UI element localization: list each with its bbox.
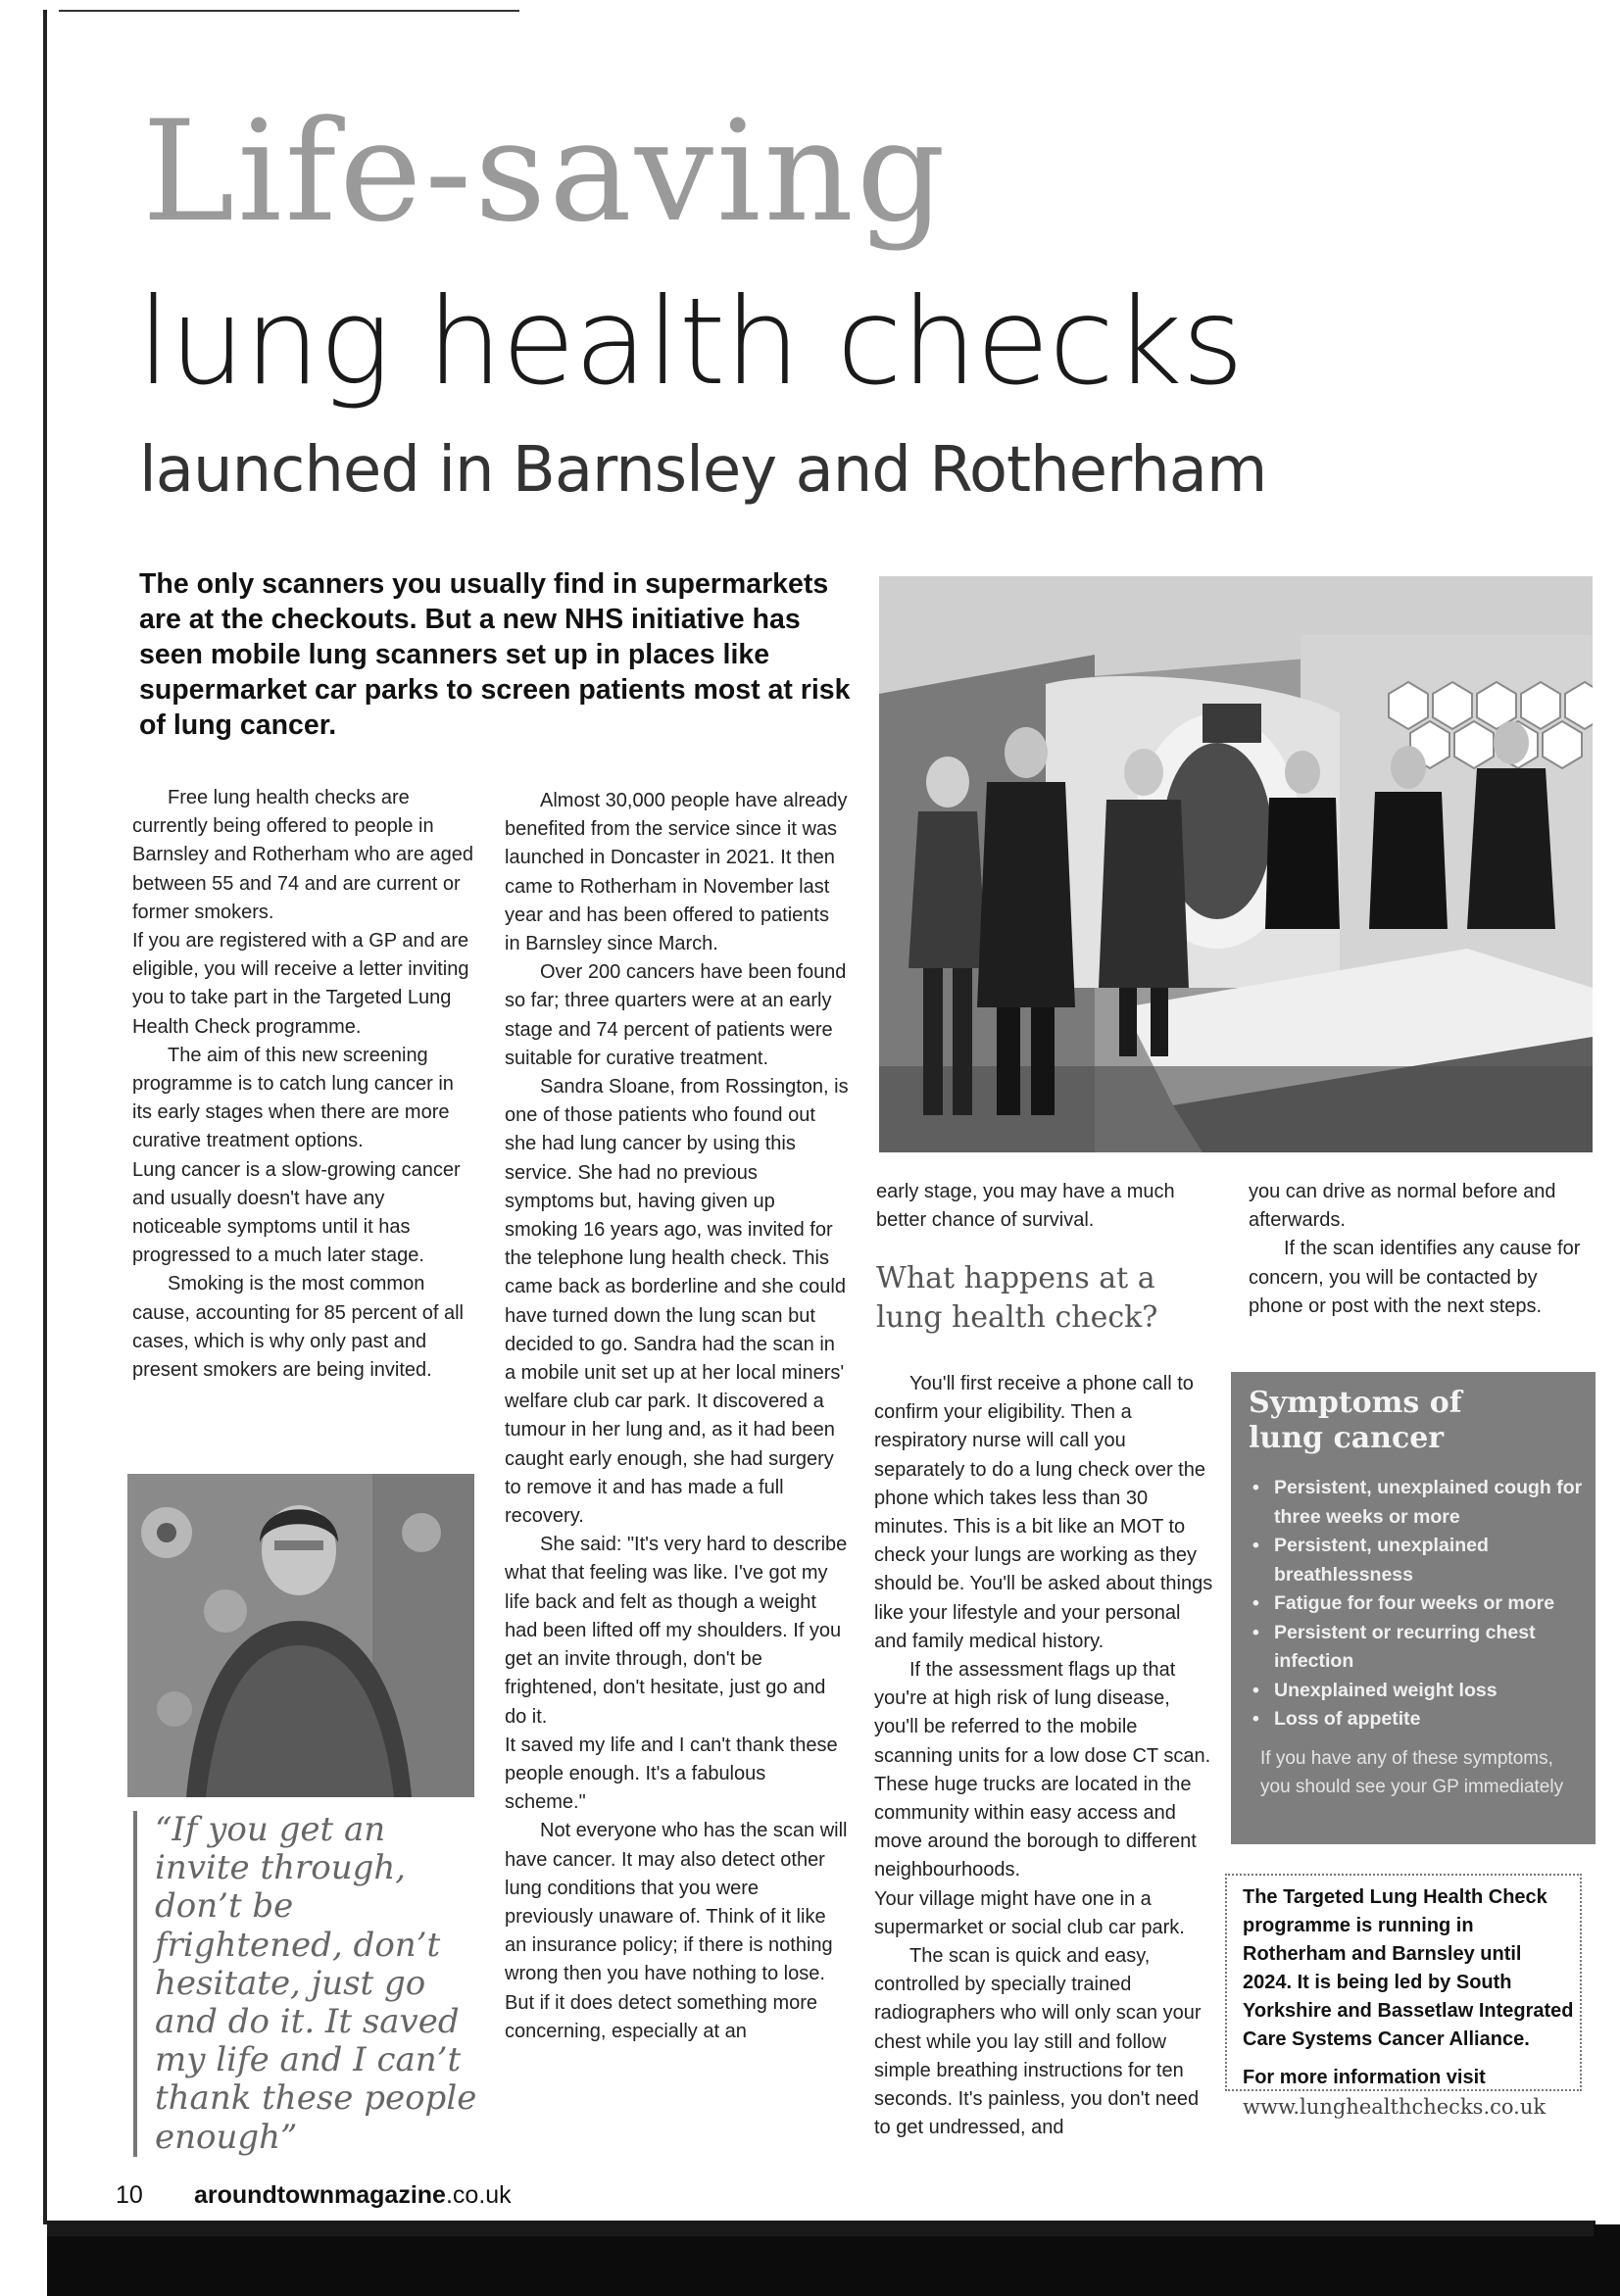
paragraph: early stage, you may have a much better chance of survival. [876,1181,1175,1232]
article-column-1 [132,784,477,1385]
headline-life-saving: Life-saving [142,91,949,253]
paragraph: Free lung health checks are currently being offered to people in Barnsley and Rotherham who are aged between 55 and 74 and are current or former smokers. [132,787,473,923]
headline-subtitle: launched in Barnsley and Rotherham [139,434,1267,507]
paragraph: Not everyone who has the scan will have cancer. It may also detect other lung conditions that you were previously unaware of. Think of it like an insurance policy; if there is nothing wrong then you have nothing to lose. But if it does detect something more concerning, especially at an [505,1820,848,2042]
info-url-link[interactable]: www.lunghealthchecks.co.uk [1243,2095,1546,2119]
symptom-item: • Unexplained weight loss [1249,1677,1592,1706]
paragraph: Sandra Sloane, from Rossington, is one of those patients who found out she had lung cancer by using this service. She had no previous symptoms but, having given up smoking 16 years ago, was invited for the telephone lung health check. This came back as borderline and she could have turned down the lung scan but decided to go. Sandra had the scan in a mobile unit set up at her local miners' welfare club car park. It discovered a tumour in her lung and, as it had been caught early enough, she had surgery to remove it and has made a full recovery. [505,1076,849,1528]
scan-edge-corner [1594,2224,1620,2296]
paragraph: Almost 30,000 people have already benefited from the service since it was launched in Doncaster in 2021. It then came to Rotherham in November last year and has been offered to patients in Barnsley since March. [505,790,848,955]
paragraph: Smoking is the most common cause, accounting for 85 percent of all cases, which is why only past and present smokers are being invited. [132,1273,464,1382]
paragraph: The aim of this new screening programme is to catch lung cancer in its early stages when there are more curative treatment options. [132,1044,454,1152]
symptom-item: • Persistent, unexplained breathlessness [1249,1532,1592,1589]
article-column-2 [505,787,850,2046]
symptom-item: • Persistent or recurring chest infection [1249,1619,1592,1677]
footer-website[interactable] [194,2181,512,2210]
symptoms-note: If you have any of these symptoms, you should see your GP immediately [1260,1748,1564,1797]
symptom-item: • Fatigue for four weeks or more [1249,1589,1592,1619]
paragraph: Your village might have one in a supermarket or social club car park. [874,1887,1185,1938]
footer-site-name: aroundtownmagazine [194,2181,446,2209]
info-more: For more information visit [1243,2067,1486,2088]
article-column-3-top [876,1178,1214,1235]
article-column-4 [1249,1178,1592,1321]
scan-edge-top [59,10,519,12]
paragraph: The scan is quick and easy, controlled by specially trained radiographers who will only scan your chest while you lay still and follow simple breathing instructions for ten seconds. It's painless, you don't need to get undressed, and [874,1945,1202,2139]
paragraph: Lung cancer is a slow-growing cancer and usually doesn't have any noticeable symptoms until it has progressed to a much later stage. [132,1158,461,1267]
paragraph: She said: "It's very hard to describe what that feeling was like. I've got my life back and felt as though a weight had been lifted off my shoulders. If you get an invite through, don't be frightened, don't hesitate, just go and do it. [505,1534,848,1728]
paragraph: If you are registered with a GP and are eligible, you will receive a letter inviting you to take part in the Targeted Lung Health Check programme. [132,930,469,1038]
paragraph: Over 200 cancers have been found so far; three quarters were at an early stage and 74 percent of patients were suitable for curative treatment. [505,961,847,1069]
symptom-item: • Persistent, unexplained cough for three weeks or more [1249,1474,1592,1532]
paragraph: If the assessment flags up that you're at high risk of lung disease, you'll be referred to the mobile scanning units for a low dose CT scan. These huge trucks are located in the community within easy access and move around the borough to different neighbourhoods. [874,1659,1211,1881]
paragraph: You'll first receive a phone call to confirm your eligibility. Then a respiratory nurse will call you separately to do a lung check over the phone which takes less than 30 minutes. This is a bit like an MOT to check your lungs are working as they should be. You'll be asked about things like your lifestyle and your personal and family medical history. [874,1373,1213,1652]
scan-edge-bottom-dark [47,2236,1595,2296]
symptoms-heading: Symptoms of lung cancer [1249,1386,1462,1455]
symptoms-list [1249,1474,1592,1734]
subheading-what-happens: What happens at a lung health check? [876,1261,1158,1335]
symptom-item: • Loss of appetite [1249,1705,1592,1734]
paragraph: you can drive as normal before and afterwards. [1249,1181,1556,1232]
article-column-3 [874,1370,1215,2142]
headline-lung-health-checks: lung health checks [137,272,1244,412]
pull-quote: “If you get an invite through, don’t be frightened, don’t hesitate, just go and do it. It saved my life and I can’t thank these people enough” [133,1811,488,2157]
paragraph: It saved my life and I can't thank these people enough. It's a fabulous scheme." [505,1734,838,1814]
photo-mobile-ct-scanner [879,576,1593,1152]
info-box [1225,1874,1582,2119]
info-text: The Targeted Lung Health Check programme is running in Rotherham and Barnsley until 2024. It is being led by South Yorkshire and Bassetlaw Integrated Care Systems Cancer Alliance. [1243,1886,1574,2050]
scan-edge-bottom [47,2221,1595,2236]
scan-edge-left [43,10,47,2224]
page-number: 10 [116,2181,143,2209]
paragraph: If the scan identifies any cause for concern, you will be contacted by phone or post with the next steps. [1249,1238,1581,1317]
footer-site-tld: .co.uk [445,2181,512,2209]
photo-sandra-sloane [127,1474,474,1797]
standfirst: The only scanners you usually find in supermarkets are at the checkouts. But a new NHS initiative has seen mobile lung scanners set up in places like supermarket car parks to screen patients most at risk of lung cancer. [139,568,851,741]
symptoms-box [1231,1372,1595,1844]
